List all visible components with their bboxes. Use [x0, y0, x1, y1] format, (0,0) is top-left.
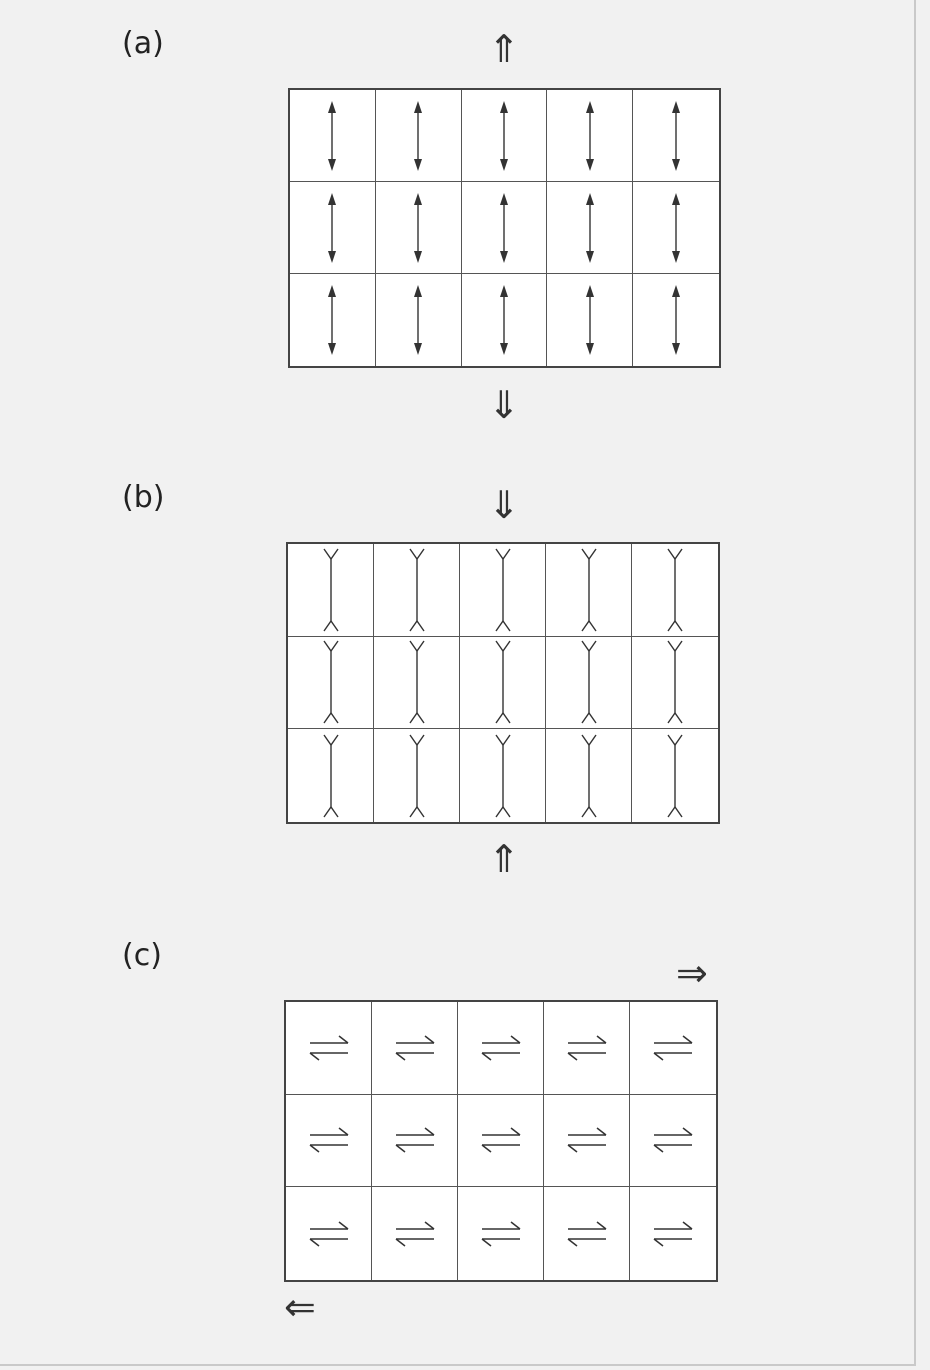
double-headed-arrow-icon — [666, 193, 686, 263]
panel-b-grid — [286, 542, 720, 824]
shear-harpoons-icon — [306, 1221, 352, 1247]
panel-b-cell — [374, 637, 460, 730]
panel-a-cell — [290, 182, 376, 274]
double-headed-arrow-icon — [322, 193, 342, 263]
double-headed-arrow-icon — [408, 193, 428, 263]
panel-c-cell — [630, 1095, 716, 1188]
panel-a-cell — [462, 90, 548, 182]
panel-b-cell — [546, 637, 632, 730]
shear-harpoons-icon — [306, 1035, 352, 1061]
panel-c-cell — [544, 1002, 630, 1095]
strut-icon — [663, 549, 687, 631]
panel-a-label: (a) — [122, 26, 164, 61]
panel-a-cell — [462, 274, 548, 366]
panel-a-cell — [633, 274, 719, 366]
double-headed-arrow-icon — [580, 101, 600, 171]
strut-icon — [491, 735, 515, 817]
strut-icon — [577, 641, 601, 723]
shear-harpoons-icon — [392, 1127, 438, 1153]
panel-b-bottom-arrow-icon: ⇑ — [488, 837, 520, 881]
shear-harpoons-icon — [392, 1035, 438, 1061]
double-headed-arrow-icon — [666, 101, 686, 171]
panel-c-cell — [286, 1095, 372, 1188]
shear-harpoons-icon — [650, 1035, 696, 1061]
panel-c-top-arrow-icon: ⇒ — [676, 951, 708, 995]
panel-a-cell — [633, 90, 719, 182]
panel-c-cell — [286, 1002, 372, 1095]
panel-c-grid — [284, 1000, 718, 1282]
panel-b-cell — [288, 637, 374, 730]
double-headed-arrow-icon — [322, 285, 342, 355]
panel-b-cell — [460, 729, 546, 822]
strut-icon — [491, 549, 515, 631]
shear-harpoons-icon — [478, 1035, 524, 1061]
strut-icon — [663, 735, 687, 817]
panel-a-top-arrow-icon: ⇑ — [488, 27, 520, 71]
panel-b-label: (b) — [122, 480, 165, 515]
panel-a-cell — [376, 182, 462, 274]
panel-c-cell — [630, 1002, 716, 1095]
panel-c-cell — [544, 1187, 630, 1280]
panel-c-cell — [372, 1002, 458, 1095]
shear-harpoons-icon — [478, 1221, 524, 1247]
strut-icon — [319, 735, 343, 817]
double-headed-arrow-icon — [580, 285, 600, 355]
panel-b-cell — [632, 729, 718, 822]
strut-icon — [405, 549, 429, 631]
panel-a-cell — [376, 274, 462, 366]
shear-harpoons-icon — [564, 1035, 610, 1061]
panel-b-cell — [374, 729, 460, 822]
double-headed-arrow-icon — [494, 285, 514, 355]
panel-c-cell — [372, 1095, 458, 1188]
double-headed-arrow-icon — [494, 101, 514, 171]
panel-b-cell — [546, 544, 632, 637]
panel-b-cell — [546, 729, 632, 822]
panel-c-cell — [372, 1187, 458, 1280]
panel-c-cell — [458, 1095, 544, 1188]
panel-a-grid — [288, 88, 721, 368]
panel-b-cell — [288, 544, 374, 637]
panel-a-cell — [290, 274, 376, 366]
shear-harpoons-icon — [650, 1221, 696, 1247]
double-headed-arrow-icon — [494, 193, 514, 263]
shear-harpoons-icon — [564, 1127, 610, 1153]
strut-icon — [577, 735, 601, 817]
panel-c-cell — [630, 1187, 716, 1280]
panel-c-cell — [544, 1095, 630, 1188]
panel-a-cell — [547, 90, 633, 182]
panel-a-cell — [547, 274, 633, 366]
double-headed-arrow-icon — [666, 285, 686, 355]
panel-a-cell — [290, 90, 376, 182]
panel-c-cell — [286, 1187, 372, 1280]
panel-b-cell — [632, 544, 718, 637]
strut-icon — [577, 549, 601, 631]
strut-icon — [319, 549, 343, 631]
panel-a-cell — [547, 182, 633, 274]
shear-harpoons-icon — [564, 1221, 610, 1247]
shear-harpoons-icon — [478, 1127, 524, 1153]
double-headed-arrow-icon — [408, 101, 428, 171]
double-headed-arrow-icon — [322, 101, 342, 171]
panel-c-cell — [458, 1002, 544, 1095]
shear-harpoons-icon — [306, 1127, 352, 1153]
strut-icon — [319, 641, 343, 723]
double-headed-arrow-icon — [408, 285, 428, 355]
strut-icon — [663, 641, 687, 723]
panel-b-cell — [374, 544, 460, 637]
panel-c-bottom-arrow-icon: ⇐ — [284, 1285, 316, 1329]
panel-b-cell — [460, 544, 546, 637]
strut-icon — [405, 641, 429, 723]
strut-icon — [405, 735, 429, 817]
shear-harpoons-icon — [650, 1127, 696, 1153]
panel-a-cell — [462, 182, 548, 274]
panel-a-bottom-arrow-icon: ⇓ — [488, 383, 520, 427]
strut-icon — [491, 641, 515, 723]
panel-b-cell — [460, 637, 546, 730]
panel-a-cell — [633, 182, 719, 274]
double-headed-arrow-icon — [580, 193, 600, 263]
panel-b-cell — [632, 637, 718, 730]
panel-c-cell — [458, 1187, 544, 1280]
panel-b-cell — [288, 729, 374, 822]
panel-b-top-arrow-icon: ⇓ — [488, 483, 520, 527]
shear-harpoons-icon — [392, 1221, 438, 1247]
panel-c-label: (c) — [122, 938, 162, 973]
panel-a-cell — [376, 90, 462, 182]
